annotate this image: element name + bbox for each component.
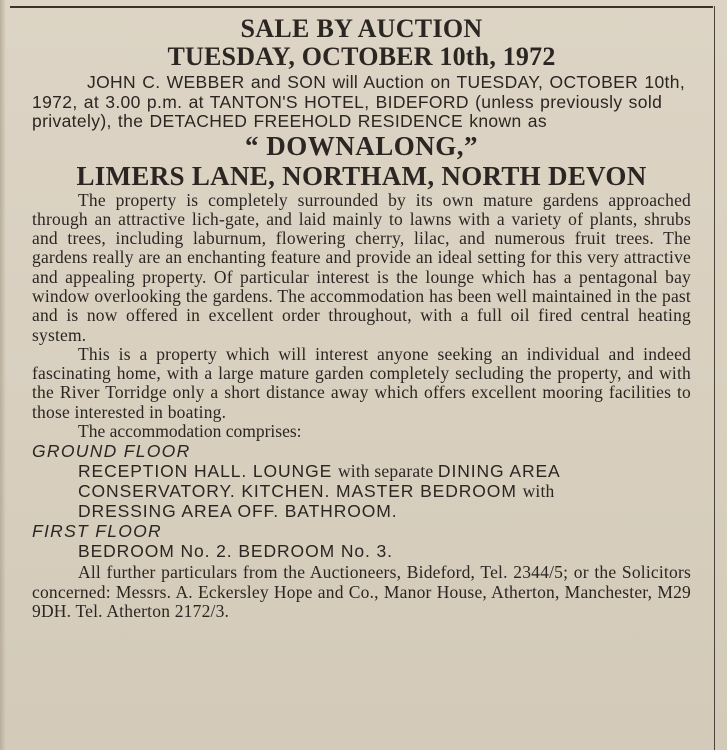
first-floor-heading: FIRST FLOOR (32, 521, 162, 542)
ground-floor-rooms-1b: with separate (337, 461, 438, 482)
ground-floor-rooms-2a: CONSERVATORY. KITCHEN. MASTER BEDROOM (78, 481, 523, 502)
house-name: “ DOWNALONG,” (244, 130, 478, 161)
ground-floor-rooms-1c: DINING AREA (437, 461, 561, 482)
description-paragraph-1: The property is completely surrounded by its own mature gardens approached through an attractive lich-gate, and laid mainly to lawns with a variety of plants, shrubs and trees, including laburnum, flowering cherry, lilac, and numerous fruit trees. The gardens really are an enchanting feature and provide an ideal setting for this very attractive and appealing property. Of particular interest is the lounge which has a pentagonal bay window overlooking the gardens. The accommodation has been well maintained in the past and is now offered in excellent order throughout, with a full oil fired central heating system. (32, 189, 691, 345)
page-edge-shadow (0, 0, 6, 750)
description-paragraph-2: This is a property which will interest anyone seeking an individual and indeed fascinating home, with a large mature garden completely secluding the property, and with the River Torridge only a short distance away which offers excellent mooring facilities to those interested in boating. (32, 343, 691, 422)
ground-floor-heading: GROUND FLOOR (32, 441, 191, 462)
right-rule (714, 6, 715, 750)
property-address: LIMERS LANE, NORTHAM, NORTH DEVON (76, 160, 647, 191)
title-sale-by-auction: SALE BY AUCTION (240, 14, 483, 43)
ground-floor-rooms-2b: with (522, 481, 555, 502)
first-floor-rooms: BEDROOM No. 2. BEDROOM No. 3. (78, 541, 393, 562)
ground-floor-rooms-3: DRESSING AREA OFF. BATHROOM. (78, 501, 398, 522)
intro-paragraph: JOHN C. WEBBER and SON will Auction on TUESDAY, OCTOBER 10th, 1972, at 3.00 p.m. at TANTON'S HOTEL, BIDEFORD (unless previously sold privately), the DETACHED FREEHOLD RESIDENCE known as (32, 72, 686, 131)
top-rule (10, 6, 713, 8)
title-auction-date: TUESDAY, OCTOBER 10th, 1972 (167, 42, 556, 71)
accommodation-lead: The accommodation comprises: (78, 421, 302, 442)
particulars-paragraph: All further particulars from the Auctioneers, Bideford, Tel. 2344/5; or the Solicitors concerned: Messrs. A. Eckersley Hope and Co., Manor House, Atherton, Manchester, M29 9DH. Tel. Atherton 2172/3. (32, 562, 691, 621)
ground-floor-rooms-1a: RECEPTION HALL. LOUNGE (78, 461, 338, 482)
ground-floor-rooms (32, 461, 691, 521)
